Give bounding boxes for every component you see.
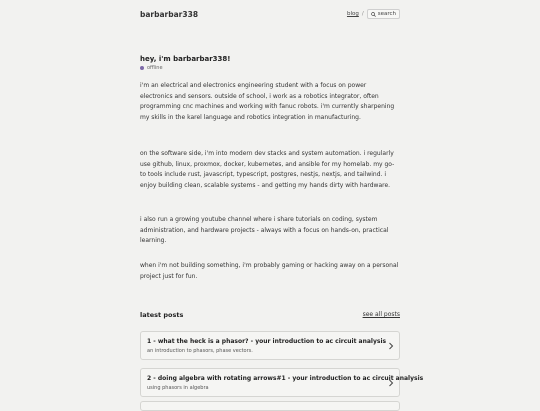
latest-posts-header: [140, 311, 400, 321]
bio-paragraph-2: on the software side, i'm into modern dev stacks and system automation. i regularly use github, linux, proxmox, docker, kubernetes, and ansible for my homelab. my go-to tools include rust, javascript, typescript, postgres, nestjs, nextjs, and tailwind. i enjoy building clean, scalable systems - and getting my hands dirty with hardware.: [140, 150, 395, 189]
post-title: 2 - doing algebra with rotating arrows#1 - your introduction to ac circuit analysis: [147, 375, 424, 382]
search-button[interactable]: [367, 9, 400, 19]
nav-blog-link[interactable]: blog: [346, 11, 359, 17]
see-all-posts-link[interactable]: see all posts: [362, 311, 400, 318]
nav-separator: /: [361, 11, 364, 17]
bio-paragraph-3: i also run a growing youtube channel where i share tutorials on coding, system administration, and hardware projects - always with a focus on hands-on, practical learning.: [140, 216, 389, 244]
post-description: using phasors in algebra: [147, 385, 209, 391]
post-card[interactable]: [140, 331, 400, 360]
latest-posts-title: latest posts: [140, 311, 184, 319]
post-description: an introduction to phasors, phase vectors.: [147, 348, 253, 354]
chevron-right-icon: [388, 342, 394, 350]
bio-paragraph-4: when i'm not building something, i'm probably gaming or hacking away on a personal project just for fun.: [140, 262, 399, 280]
chevron-right-icon: [388, 379, 394, 387]
status-indicator: [140, 65, 163, 71]
post-title: 1 - what the heck is a phasor? - your introduction to ac circuit analysis: [147, 338, 387, 345]
page: [140, 0, 424, 405]
greeting-heading: hey, i'm barbarbar338!: [140, 55, 231, 63]
search-label: search: [377, 11, 396, 17]
post-card-partial[interactable]: [140, 401, 400, 411]
status-dot: [140, 66, 144, 70]
top-bar: [140, 10, 400, 22]
site-name[interactable]: barbarbar338: [140, 10, 199, 19]
search-icon: [371, 12, 376, 17]
nav: [347, 9, 400, 19]
status-text: offline: [147, 65, 163, 71]
bio-paragraph-1: i'm an electrical and electronics engineering student with a focus on power electronics and sensors. outside of school, i work as a robotics integrator, often programming cnc machines and working with fanuc robots. i'm currently sharpening my skills in the karel language and robotics integration in manufacturing.: [140, 82, 395, 121]
post-card[interactable]: [140, 368, 424, 397]
